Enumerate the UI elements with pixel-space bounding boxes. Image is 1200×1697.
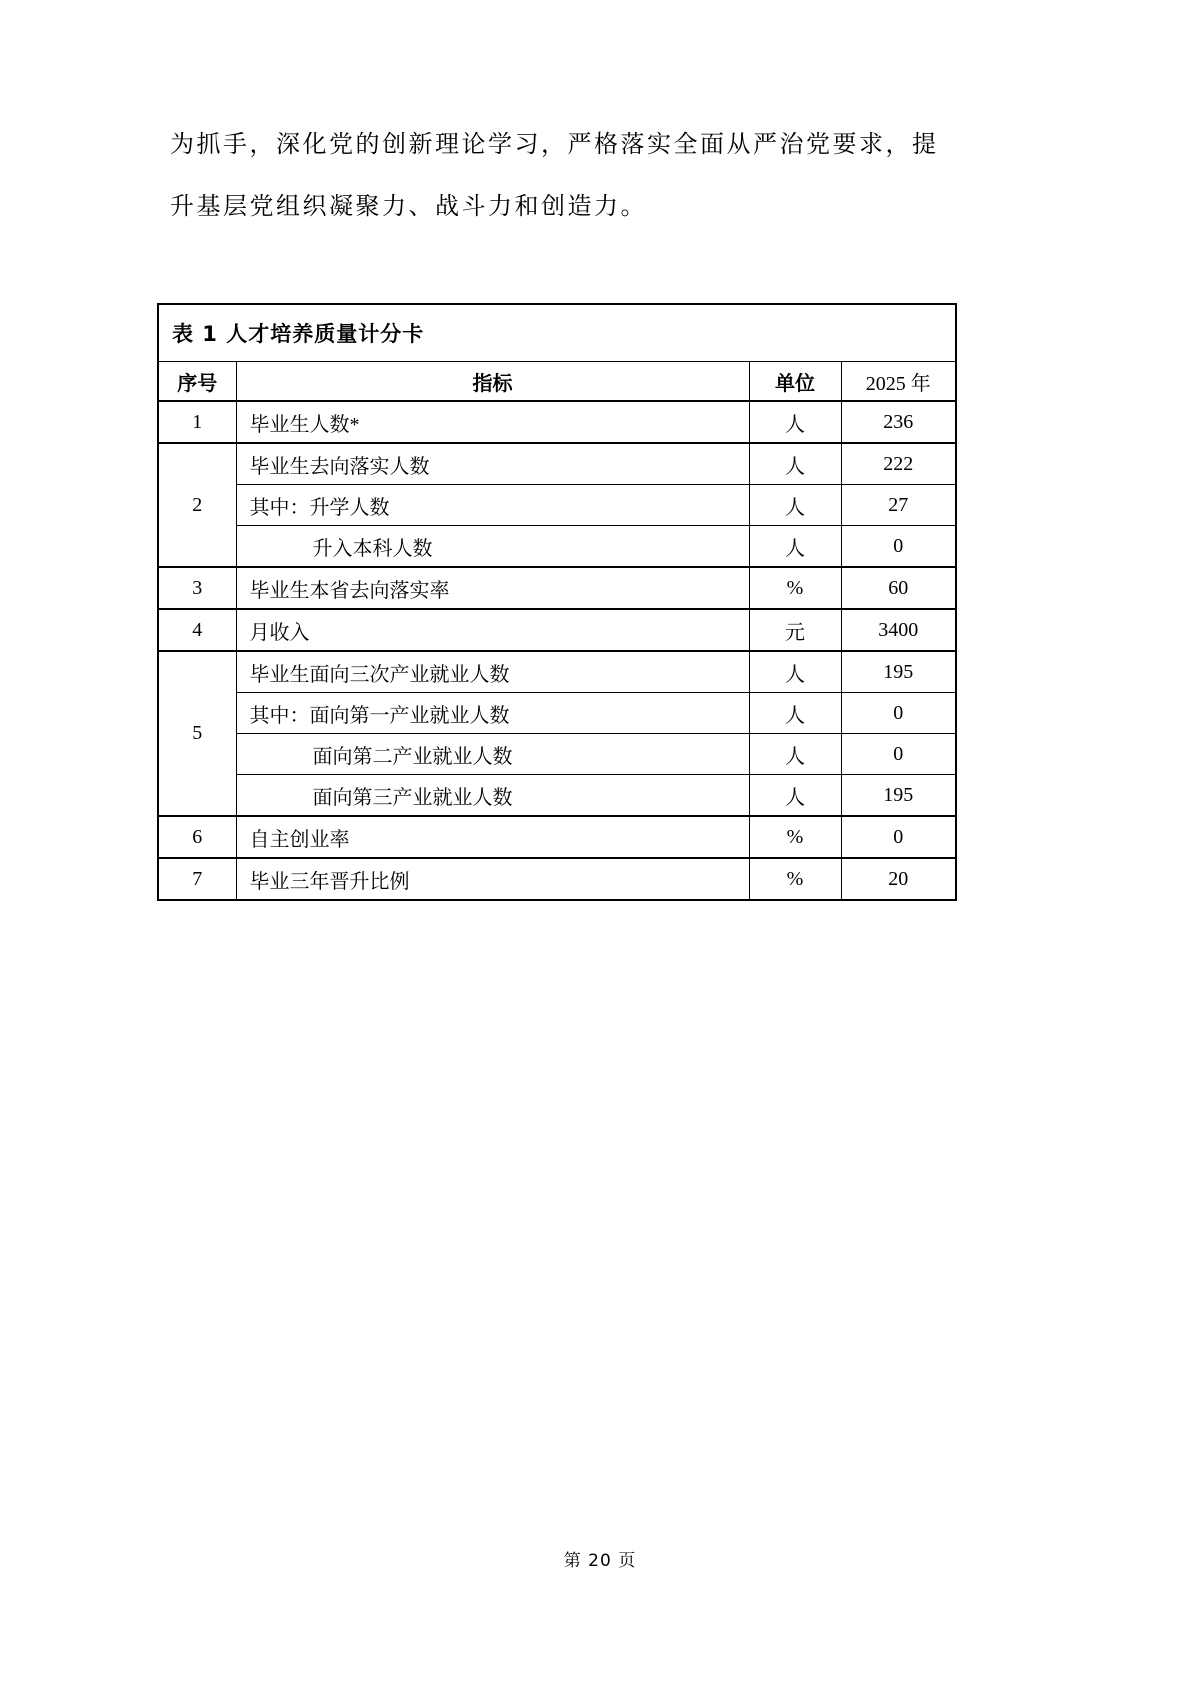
unit-cell: % <box>749 858 841 900</box>
value-cell: 27 <box>841 485 956 526</box>
unit-cell: 人 <box>749 651 841 693</box>
column-header-indicator: 指标 <box>236 362 749 402</box>
paragraph-line-2: 升基层党组织凝聚力、战斗力和创造力。 <box>170 194 647 220</box>
unit-cell: 人 <box>749 526 841 568</box>
indicator-cell: 升入本科人数 <box>236 526 749 568</box>
indicator-cell: 毕业生人数* <box>236 401 749 443</box>
value-cell: 195 <box>841 651 956 693</box>
serial-cell: 4 <box>158 609 236 651</box>
indicator-cell: 毕业三年晋升比例 <box>236 858 749 900</box>
unit-cell: 元 <box>749 609 841 651</box>
serial-cell: 6 <box>158 816 236 858</box>
serial-cell: 5 <box>158 651 236 816</box>
table-row <box>158 526 956 568</box>
table-row <box>158 443 956 485</box>
unit-cell: 人 <box>749 693 841 734</box>
indicator-cell: 毕业生面向三次产业就业人数 <box>236 651 749 693</box>
value-cell: 60 <box>841 567 956 609</box>
table-row <box>158 858 956 900</box>
table-row <box>158 485 956 526</box>
indicator-cell: 面向第三产业就业人数 <box>236 775 749 817</box>
indicator-cell: 毕业生去向落实人数 <box>236 443 749 485</box>
serial-cell: 2 <box>158 443 236 567</box>
table-row <box>158 609 956 651</box>
table-row <box>158 651 956 693</box>
paragraph-line-1: 为抓手，深化党的创新理论学习，严格落实全面从严治党要求，提 <box>170 132 939 158</box>
value-cell: 195 <box>841 775 956 817</box>
indicator-cell: 毕业生本省去向落实率 <box>236 567 749 609</box>
column-header-year: 2025 年 <box>841 362 956 402</box>
table-row <box>158 693 956 734</box>
value-cell: 0 <box>841 734 956 775</box>
serial-cell: 3 <box>158 567 236 609</box>
unit-cell: % <box>749 567 841 609</box>
table-title: 表 1 人才培养质量计分卡 <box>158 304 956 362</box>
indicator-cell: 自主创业率 <box>236 816 749 858</box>
table-header-row <box>158 362 956 402</box>
indicator-cell: 其中：面向第一产业就业人数 <box>236 693 749 734</box>
indicator-cell: 其中：升学人数 <box>236 485 749 526</box>
unit-cell: 人 <box>749 734 841 775</box>
body-paragraph <box>170 114 950 238</box>
value-cell: 0 <box>841 816 956 858</box>
scorecard-table <box>157 303 957 901</box>
page-number-footer: 第 20 页 <box>563 1551 637 1571</box>
value-cell: 20 <box>841 858 956 900</box>
table-row <box>158 567 956 609</box>
column-header-unit: 单位 <box>749 362 841 402</box>
unit-cell: 人 <box>749 485 841 526</box>
unit-cell: 人 <box>749 443 841 485</box>
unit-cell: 人 <box>749 401 841 443</box>
table-title-row <box>158 304 956 362</box>
indicator-cell: 面向第二产业就业人数 <box>236 734 749 775</box>
value-cell: 222 <box>841 443 956 485</box>
value-cell: 0 <box>841 526 956 568</box>
unit-cell: 人 <box>749 775 841 817</box>
table-row <box>158 775 956 817</box>
value-cell: 236 <box>841 401 956 443</box>
column-header-serial: 序号 <box>158 362 236 402</box>
indicator-cell: 月收入 <box>236 609 749 651</box>
serial-cell: 7 <box>158 858 236 900</box>
value-cell: 0 <box>841 693 956 734</box>
table-row <box>158 734 956 775</box>
serial-cell: 1 <box>158 401 236 443</box>
table-row <box>158 816 956 858</box>
value-cell: 3400 <box>841 609 956 651</box>
unit-cell: % <box>749 816 841 858</box>
table-row <box>158 401 956 443</box>
